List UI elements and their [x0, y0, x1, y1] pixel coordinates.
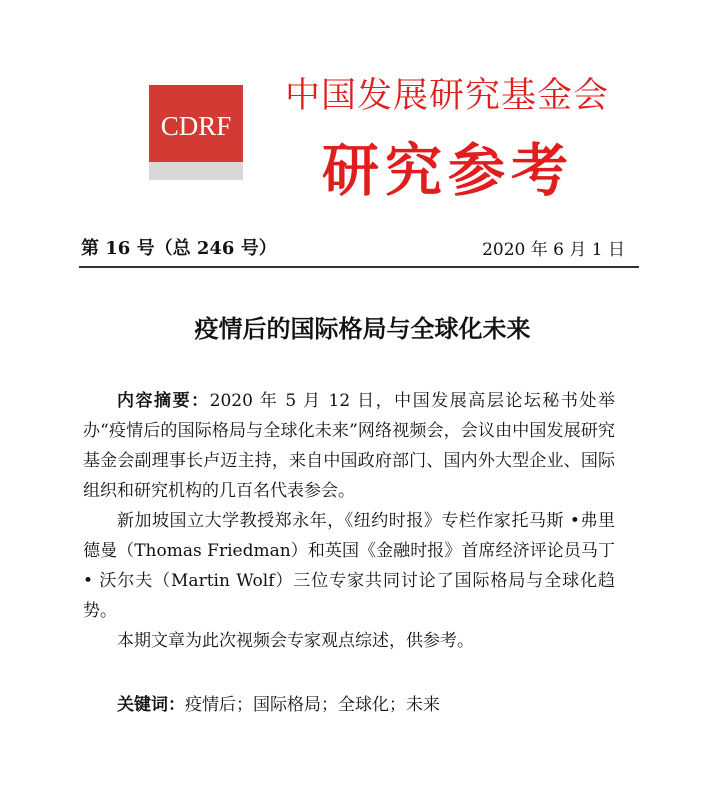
abstract-label: 内容摘要：	[117, 391, 210, 411]
logo-bar	[149, 162, 243, 180]
logo-text: CDRF	[160, 111, 232, 141]
paragraph-speakers: 新加坡国立大学教授郑永年，《纽约时报》专栏作家托马斯 •弗里德曼（Thomas Friedman）和英国《金融时报》首席经济评论员马丁 • 沃尔夫（Martin Wolf）三位专家共同讨论了国际格局与全球化趋势。	[83, 511, 615, 621]
article-body	[83, 386, 615, 656]
keywords-label: 关键词：	[117, 695, 185, 715]
article-title: 疫情后的国际格局与全球化未来	[194, 315, 531, 343]
header-divider	[79, 266, 639, 268]
paragraph-note: 本期文章为此次视频会专家观点综述，供参考。	[117, 631, 474, 651]
keywords-text: 疫情后；国际格局；全球化；未来	[185, 695, 440, 715]
abstract-text: 2020 年 5 月 12 日，中国发展高层论坛秘书处举办“疫情后的国际格局与全球化未来”网络视频会，会议由中国发展研究基金会副理事长卢迈主持，来自中国政府部门、国内外大型企业、国际组织和研究机构的几百名代表参会。	[83, 391, 615, 501]
organization-name: 中国发展研究基金会	[285, 76, 610, 116]
abstract-paragraph	[83, 386, 615, 506]
publication-date: 2020 年 6 月 1 日	[482, 240, 625, 260]
issue-number: 第 16 号（总 246 号）	[81, 238, 277, 259]
keywords-line	[83, 690, 615, 720]
publication-name: 研究参考	[322, 137, 574, 204]
cdrf-logo	[149, 85, 243, 180]
